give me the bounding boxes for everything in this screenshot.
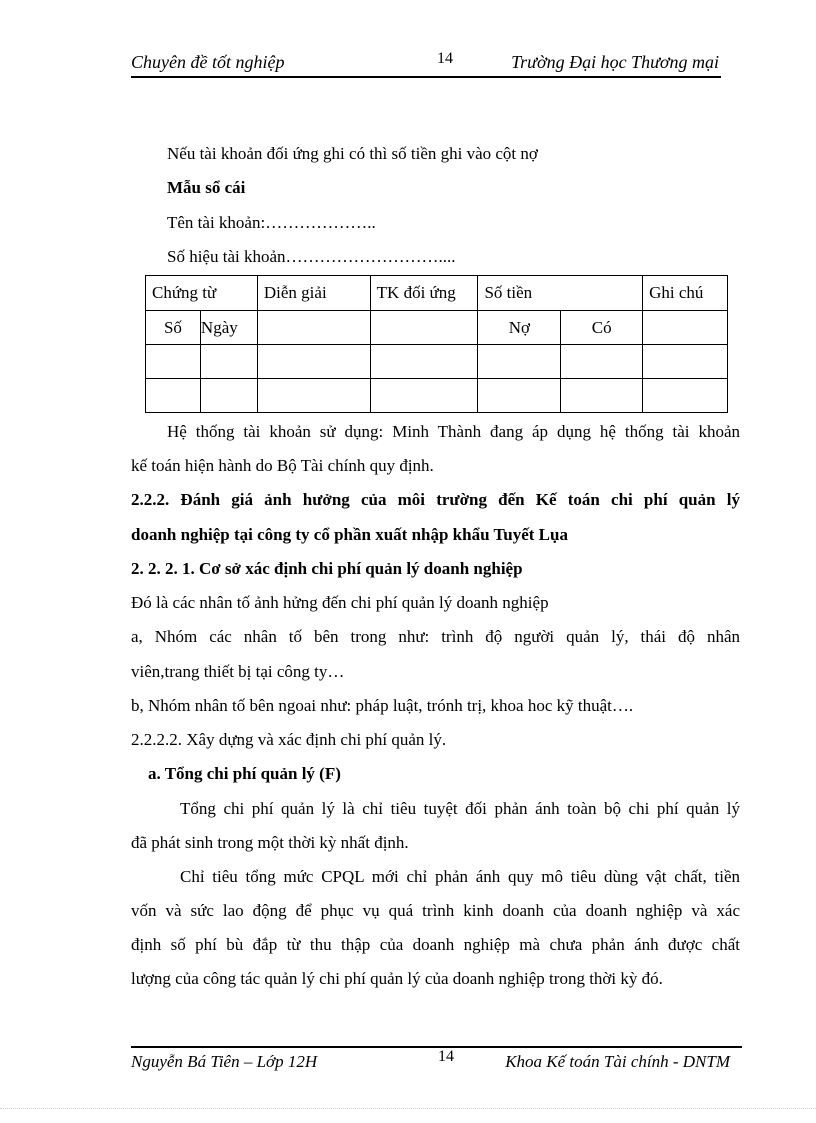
cell-empty xyxy=(643,379,728,413)
cell-empty xyxy=(370,379,478,413)
account-name-line: Tên tài khoản:……………….. xyxy=(167,213,376,232)
table-row xyxy=(146,379,728,413)
col-dien-giai: Diễn giải xyxy=(257,276,370,311)
footer-department: Khoa Kế toán Tài chính - DNTM xyxy=(505,1052,730,1071)
cell-empty xyxy=(643,345,728,379)
ledger-title: Mẫu sổ cái xyxy=(167,178,246,197)
table-row xyxy=(146,345,728,379)
col-so-tien: Số tiền xyxy=(478,276,643,311)
cell-empty xyxy=(643,311,728,345)
ledger-table xyxy=(145,275,728,413)
cell-empty xyxy=(257,345,370,379)
paragraph-cpql-3: định số phí bù đắp từ thu thập của doanh nghiệp mà chưa phản ánh được chất xyxy=(131,935,740,954)
cell-empty xyxy=(200,379,257,413)
paragraph-external-factors: b, Nhóm nhân tố bên ngoai như: pháp luật, trónh trị, khoa hoc kỹ thuật…. xyxy=(131,696,634,715)
cell-empty xyxy=(478,345,561,379)
col-chung-tu: Chứng từ xyxy=(146,276,258,311)
subheading-total-cost: a. Tổng chi phí quản lý (F) xyxy=(148,764,341,783)
footer-rule xyxy=(131,1046,742,1048)
header-right-title: Trường Đại học Thương mại xyxy=(511,52,719,72)
intro-line: Nếu tài khoản đối ứng ghi có thì số tiền ghi vào cột nợ xyxy=(167,144,538,163)
paragraph-internal-factors: a, Nhóm các nhân tố bên trong như: trình độ người quản lý, thái độ nhân xyxy=(131,627,740,646)
header-page-number: 14 xyxy=(437,50,453,67)
col-ghi-chu: Ghi chú xyxy=(643,276,728,311)
cell-empty xyxy=(370,345,478,379)
ledger-subheader-row xyxy=(146,311,728,345)
footer-page-number: 14 xyxy=(438,1048,454,1065)
section-heading-2-2-2-1: 2. 2. 2. 1. Cơ sở xác định chi phí quản lý doanh nghiệp xyxy=(131,559,523,578)
col-tk-doi-ung: TK đối ứng xyxy=(370,276,478,311)
paragraph-cpql-2: vốn và sức lao động để phục vụ quá trình kinh doanh của doanh nghiệp và xác xyxy=(131,901,740,920)
cell-empty xyxy=(200,345,257,379)
paragraph-factors: Đó là các nhân tố ảnh hửng đến chi phí quản lý doanh nghiệp xyxy=(131,593,549,612)
cell-empty xyxy=(561,345,643,379)
cell-empty xyxy=(478,379,561,413)
section-heading-2-2-2: 2.2.2. Đánh giá ảnh hưởng của môi trường đến Kế toán chi phí quản lý xyxy=(131,490,740,509)
cell-empty xyxy=(146,345,201,379)
paragraph-cpql: Chỉ tiêu tổng mức CPQL mới chỉ phản ánh quy mô tiêu dùng vật chất, tiền xyxy=(180,867,740,886)
sub-co: Có xyxy=(561,311,643,345)
account-number-line: Số hiệu tài khoản……………………….... xyxy=(167,247,456,266)
section-heading-2-2-2-cont: doanh nghiệp tại công ty cổ phần xuất nhập khẩu Tuyết Lụa xyxy=(131,525,568,544)
cell-empty xyxy=(257,379,370,413)
paragraph-total-cost: Tổng chi phí quản lý là chỉ tiêu tuyệt đối phản ánh toàn bộ chi phí quản lý xyxy=(180,799,740,818)
cell-empty xyxy=(370,311,478,345)
page-footer xyxy=(131,1050,742,1074)
page-header xyxy=(131,52,719,76)
sub-no: Nợ xyxy=(478,311,561,345)
cell-empty xyxy=(146,379,201,413)
ledger-header-row xyxy=(146,276,728,311)
header-rule xyxy=(131,76,721,78)
page-bottom-edge xyxy=(0,1108,816,1109)
cell-empty xyxy=(561,379,643,413)
paragraph-cpql-4: lượng của công tác quản lý chi phí quản lý của doanh nghiệp trong thời kỳ đó. xyxy=(131,969,663,988)
cell-empty xyxy=(257,311,370,345)
paragraph-accounts: Hệ thống tài khoản sử dụng: Minh Thành đang áp dụng hệ thống tài khoản xyxy=(167,422,740,441)
sub-ngay: Ngày xyxy=(200,311,257,345)
section-heading-2-2-2-2: 2.2.2.2. Xây dựng và xác định chi phí quản lý. xyxy=(131,730,447,749)
paragraph-accounts-cont: kế toán hiện hành do Bộ Tài chính quy định. xyxy=(131,456,434,475)
header-left-title: Chuyên đề tốt nghiệp xyxy=(131,52,285,72)
paragraph-total-cost-cont: đã phát sinh trong một thời kỳ nhất định. xyxy=(131,833,409,852)
footer-author: Nguyễn Bá Tiên – Lớp 12H xyxy=(131,1052,318,1071)
sub-so: Số xyxy=(146,311,201,345)
paragraph-internal-factors-cont: viên,trang thiết bị tại công ty… xyxy=(131,662,345,681)
